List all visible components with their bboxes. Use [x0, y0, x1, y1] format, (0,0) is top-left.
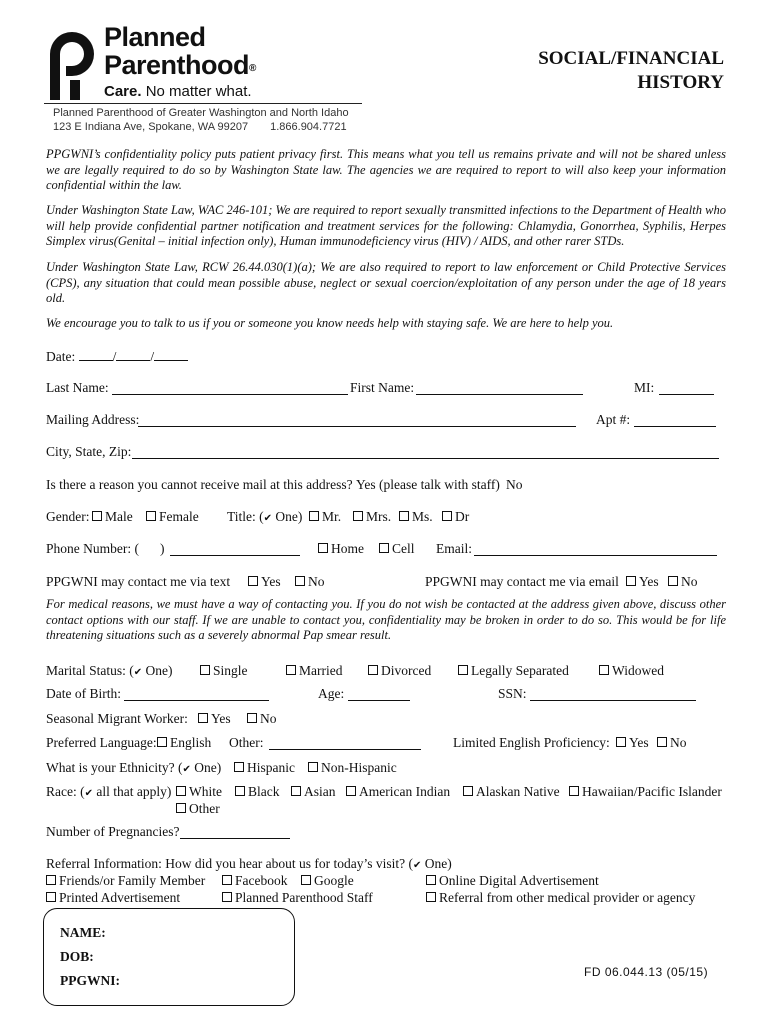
- marital-row: Marital Status: (✔ One) Single Married Divorced Legally Separated Widowed: [46, 663, 664, 678]
- check-mark-icon: ✔: [133, 667, 143, 678]
- contact-prefs-row: PPGWNI may contact me via text Yes No PPGWNI may contact me via email Yes No: [46, 574, 698, 589]
- divorced-checkbox[interactable]: Divorced: [368, 662, 431, 679]
- text-no-checkbox[interactable]: No: [295, 573, 325, 590]
- std-reporting-paragraph: Under Washington State Law, WAC 246-101; We are required to report sexually transmitted infections to the Department of Health who will help provide confidential partner notification and treatment services for the following: Chlamydia, Gonorrhea, Syphilis, Herpes Simplex virus(Genital – initial infection only), Human immunodeficiency virus (HIV) / AIDS, and other rarer STDs.: [46, 203, 726, 248]
- online-ad-checkbox[interactable]: Online Digital Advertisement: [426, 872, 599, 889]
- brand-line-2: Parenthood®: [104, 50, 256, 80]
- race-row: Race: (✔ all that apply) White Black Asian American Indian Alaskan Native Hawaiian/Pacific Islander Other: [46, 784, 722, 816]
- other-language-field[interactable]: [269, 736, 421, 750]
- age-field[interactable]: [348, 687, 410, 701]
- encourage-paragraph: We encourage you to talk to us if you or someone you know needs help with staying safe. We are here to help you.: [46, 316, 614, 330]
- dr-checkbox[interactable]: Dr: [442, 508, 469, 525]
- seasonal-no-checkbox[interactable]: No: [247, 710, 277, 727]
- seasonal-row: Seasonal Migrant Worker: Yes No: [46, 711, 277, 726]
- google-checkbox[interactable]: Google: [301, 872, 354, 889]
- form-code: FD 06.044.13 (05/15): [584, 965, 709, 979]
- cell-phone-checkbox[interactable]: Cell: [379, 540, 415, 557]
- mailing-address-field[interactable]: [138, 413, 576, 427]
- patient-label-box: [43, 908, 295, 1006]
- black-checkbox[interactable]: Black: [235, 783, 280, 800]
- mail-no-option[interactable]: No: [506, 477, 523, 492]
- brand-name: [104, 23, 256, 79]
- male-checkbox[interactable]: Male: [92, 508, 133, 525]
- date-row: Date: / /: [46, 347, 188, 365]
- legally-separated-checkbox[interactable]: Legally Separated: [458, 662, 569, 679]
- hawaiian-checkbox[interactable]: Hawaiian/Pacific Islander: [569, 783, 722, 800]
- affiliate-info: [53, 106, 349, 134]
- phone-row: Phone Number: ( ) Home Cell Email:: [46, 540, 726, 557]
- single-checkbox[interactable]: Single: [200, 662, 248, 679]
- email-no-checkbox[interactable]: No: [668, 573, 698, 590]
- white-checkbox[interactable]: White: [176, 783, 222, 800]
- medical-contact-note: For medical reasons, we must have a way of contacting you. If you do not wish be contacted at the address given above, discuss other contact options with our staff. If we are unable to contact you, confidentiality may be broken in order to do so. This would be for life threatening situations such as a severely abnormal Pap smear result.: [46, 597, 726, 642]
- patient-name-label: NAME:: [60, 925, 106, 940]
- mailing-row: Mailing Address: Apt #:: [46, 411, 726, 428]
- patient-ppgwni-label: PPGWNI:: [60, 973, 120, 988]
- home-phone-checkbox[interactable]: Home: [318, 540, 364, 557]
- document-title: SOCIAL/FINANCIAL HISTORY: [538, 48, 724, 93]
- brand-tagline: Care. No matter what.: [104, 83, 252, 100]
- phone-number-field[interactable]: [170, 542, 300, 556]
- apt-field[interactable]: [634, 413, 716, 427]
- affiliate-contact: 123 E Indiana Ave, Spokane, WA 99207 1.866.904.7721: [53, 121, 347, 133]
- date-year-field[interactable]: [154, 347, 188, 361]
- ms-checkbox[interactable]: Ms.: [399, 508, 433, 525]
- ssn-field[interactable]: [530, 687, 696, 701]
- dob-row: Date of Birth: Age: SSN:: [46, 685, 726, 702]
- email-field[interactable]: [474, 542, 717, 556]
- affiliate-name: Planned Parenthood of Greater Washington and North Idaho: [53, 107, 349, 119]
- cps-reporting-paragraph: Under Washington State Law, RCW 26.44.030(1)(a); We are also required to report to law enforcement or Child Protective Services (CPS), any situation that could mean possible abuse, neglect or sexual coercion/exploitation of any person under the age of 18 years old.: [46, 260, 726, 305]
- friends-family-checkbox[interactable]: Friends/or Family Member: [46, 872, 205, 889]
- hispanic-checkbox[interactable]: Hispanic: [234, 759, 295, 776]
- patient-dob-label: DOB:: [60, 949, 94, 964]
- mr-checkbox[interactable]: Mr.: [309, 508, 341, 525]
- registered-mark: ®: [249, 63, 256, 74]
- date-month-field[interactable]: [79, 347, 113, 361]
- seasonal-yes-checkbox[interactable]: Yes: [198, 710, 231, 727]
- dob-field[interactable]: [124, 687, 269, 701]
- non-hispanic-checkbox[interactable]: Non-Hispanic: [308, 759, 397, 776]
- ethnicity-row: What is your Ethnicity? (✔ One) Hispanic Non-Hispanic: [46, 760, 397, 775]
- english-checkbox[interactable]: English: [157, 734, 211, 751]
- facebook-checkbox[interactable]: Facebook: [222, 872, 287, 889]
- gender-title-row: Gender: Male Female Title: (✔ One) Mr. Mrs. Ms. Dr: [46, 509, 470, 524]
- email-yes-checkbox[interactable]: Yes: [626, 573, 659, 590]
- check-mark-icon: ✔: [182, 764, 191, 775]
- pregnancies-row: Number of Pregnancies?: [46, 823, 726, 840]
- mrs-checkbox[interactable]: Mrs.: [353, 508, 391, 525]
- mail-yes-option[interactable]: Yes (please talk with staff): [356, 477, 500, 492]
- name-row: Last Name: First Name: MI:: [46, 379, 726, 396]
- provider-referral-checkbox[interactable]: Referral from other medical provider or agency: [426, 889, 695, 906]
- city-row: City, State, Zip:: [46, 443, 726, 460]
- printed-ad-checkbox[interactable]: Printed Advertisement: [46, 889, 180, 906]
- language-row: Preferred Language: English Other: Limited English Proficiency: Yes No: [46, 735, 687, 750]
- city-state-zip-field[interactable]: [132, 445, 719, 459]
- mail-question-row: Is there a reason you cannot receive mail at this address? Yes (please talk with staff) No: [46, 477, 523, 492]
- planned-parenthood-logo-icon: [44, 26, 100, 100]
- married-checkbox[interactable]: Married: [286, 662, 342, 679]
- american-indian-checkbox[interactable]: American Indian: [346, 783, 450, 800]
- confidentiality-paragraph: PPGWNI’s confidentiality policy puts patient privacy first. This means what you tell us remains private and will not be shared unless we are legally required to do so by Washington State law. The agencies we are required to report to will also keep your information confidential within the law.: [46, 147, 726, 192]
- brand-line-1: Planned: [104, 22, 206, 52]
- race-other-checkbox[interactable]: Other: [176, 800, 220, 817]
- referral-section: Referral Information: How did you hear about us for today’s visit? (✔ One) Friends/or Family Member Facebook Google Online Digital Advertisement Printed Advertisement Planned Parenthood Staff Referral from other medical provider or agency: [46, 856, 696, 905]
- date-day-field[interactable]: [116, 347, 150, 361]
- last-name-field[interactable]: [112, 381, 348, 395]
- female-checkbox[interactable]: Female: [146, 508, 199, 525]
- widowed-checkbox[interactable]: Widowed: [599, 662, 664, 679]
- pregnancies-field[interactable]: [180, 825, 290, 839]
- check-mark-icon: ✔: [84, 788, 93, 799]
- header-divider: [44, 103, 362, 104]
- alaskan-native-checkbox[interactable]: Alaskan Native: [463, 783, 560, 800]
- text-yes-checkbox[interactable]: Yes: [248, 573, 281, 590]
- first-name-field[interactable]: [416, 381, 583, 395]
- check-mark-icon: ✔: [263, 513, 273, 524]
- check-mark-icon: ✔: [413, 860, 422, 871]
- lep-yes-checkbox[interactable]: Yes: [616, 734, 649, 751]
- mi-field[interactable]: [659, 381, 714, 395]
- asian-checkbox[interactable]: Asian: [291, 783, 336, 800]
- pp-staff-checkbox[interactable]: Planned Parenthood Staff: [222, 889, 373, 906]
- lep-no-checkbox[interactable]: No: [657, 734, 687, 751]
